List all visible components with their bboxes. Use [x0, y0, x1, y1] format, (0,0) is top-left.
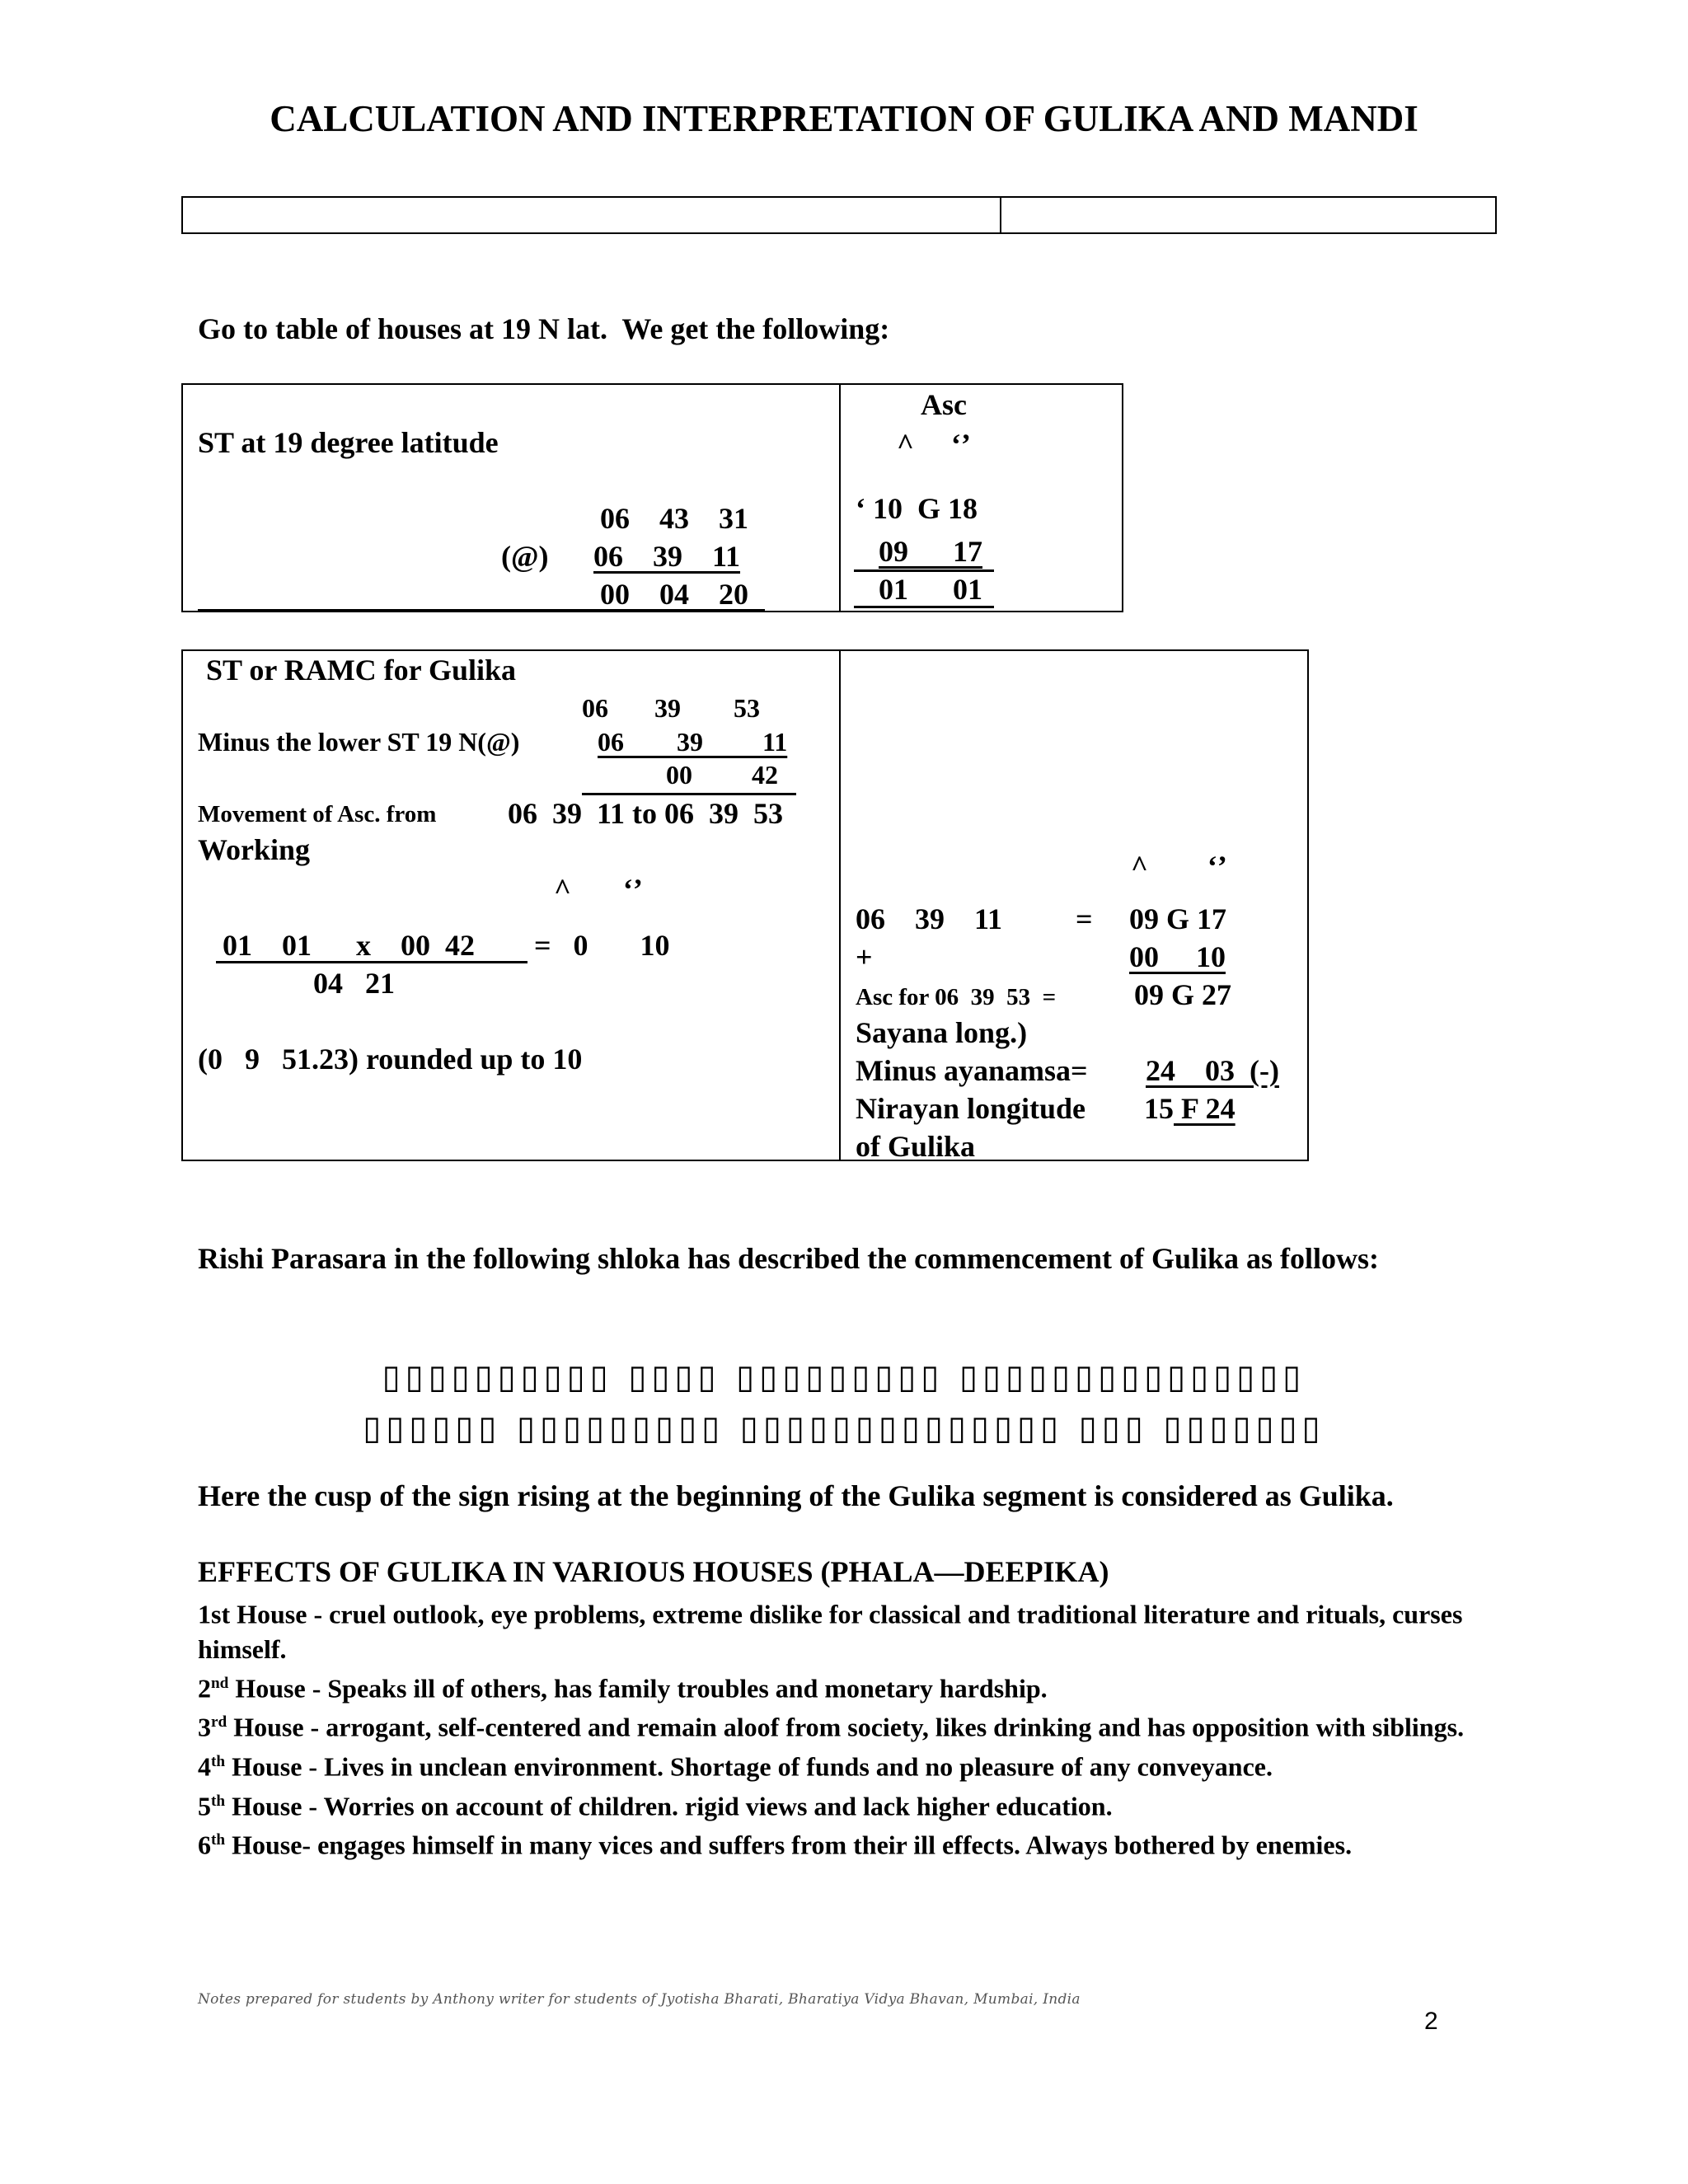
movement-values: 06 39 11 to 06 39 53: [508, 797, 784, 830]
asc-header: Asc: [921, 388, 967, 421]
working-label: Working: [198, 833, 311, 866]
ramc-values: 06 39 53: [582, 693, 760, 723]
asc-for-label: Asc for 06 39 53 =: [856, 984, 1057, 1010]
asc-row3-underline: [854, 606, 994, 608]
asc-for-val: 09 G 27: [1134, 978, 1232, 1011]
nirayan-val-a: 15: [1144, 1092, 1174, 1125]
asc-row1: ‘ 10 G 18: [856, 492, 978, 525]
right-plus-val: 00 10: [1129, 940, 1226, 973]
st-table-divider: [839, 383, 841, 612]
st-underline: [198, 609, 765, 612]
asc-units: ^ ‘’: [897, 428, 971, 461]
diff-values: 00 42: [666, 760, 778, 790]
nirayan-val-b: F 24: [1174, 1092, 1236, 1125]
calc-below: 04 21: [313, 967, 395, 1000]
page-title: CALCULATION AND INTERPRETATION OF GULIKA AND MANDI: [270, 98, 1418, 139]
calc-result: = 0 10: [534, 929, 670, 962]
house-item-2: 2nd House - Speaks ill of others, has family troubles and monetary hardship.: [198, 1673, 1048, 1704]
minus-label: Minus the lower ST 19 N(@): [198, 727, 520, 757]
sloka-line-1: ▯▯▯▯▯▯▯▯▯▯ ▯▯▯▯ ▯▯▯▯▯▯▯▯▯ ▯▯▯▯▯▯▯▯▯▯▯▯▯▯▯: [382, 1358, 1306, 1396]
nirayan-label: Nirayan longitude: [856, 1092, 1086, 1125]
nirayan-val: [1144, 1091, 1236, 1126]
house-item-3: 3rd House - arrogant, self-centered and remain aloof from society, likes drinking and has opposition with siblings.: [198, 1712, 1465, 1742]
sloka-line-2: ▯▯▯▯▯▯ ▯▯▯▯▯▯▯▯▯ ▯▯▯▯▯▯▯▯▯▯▯▯▯▯ ▯▯▯ ▯▯▯▯▯▯▯: [363, 1409, 1325, 1447]
calc-left: 01 01 x 00 42: [223, 929, 475, 962]
page-number: 2: [1424, 2008, 1438, 2035]
right-units: ^ ‘’: [1131, 850, 1227, 883]
shloka-intro: Rishi Parasara in the following shloka has described the commencement of Gulika as follows:: [198, 1242, 1380, 1275]
of-gulika: of Gulika: [856, 1130, 976, 1163]
right-row1-val: 09 G 17: [1129, 902, 1227, 935]
st-marker: (@): [501, 540, 549, 573]
house-item-1: 1st House - cruel outlook, eye problems, extreme dislike for classical and traditional literature and rituals, curses himself.: [198, 1599, 1463, 1664]
working-units: ^ ‘’: [554, 873, 643, 906]
effects-heading: EFFECTS OF GULIKA IN VARIOUS HOUSES (PHALA—DEEPIKA): [198, 1555, 1109, 1588]
ramc-heading: ST or RAMC for Gulika: [206, 654, 517, 687]
house-effects-list: [198, 1592, 1517, 1863]
table-divider: [1000, 196, 1001, 234]
diff-underline: [582, 793, 796, 795]
right-plus: +: [856, 940, 873, 973]
minus-ayanamsa-label: Minus ayanamsa=: [856, 1054, 1088, 1087]
movement-label: Movement of Asc. from: [198, 801, 437, 827]
st-row3: 00 04 20: [600, 578, 748, 611]
footer-note: Notes prepared for students by Anthony writer for students of Jyotisha Bharati, Bharatiya Vidya Bhavan, Mumbai, India: [198, 1991, 1081, 2008]
rounded-note: (0 9 51.23) rounded up to 10: [198, 1043, 583, 1076]
asc-row2: 09 17: [879, 535, 982, 568]
asc-row2-underline: [854, 569, 994, 572]
right-row1-eq: =: [1076, 902, 1093, 935]
empty-header-table: [181, 196, 1497, 234]
st-label: ST at 19 degree latitude: [198, 426, 499, 459]
sayana-label: Sayana long.): [856, 1016, 1028, 1049]
gulika-table-divider: [839, 649, 841, 1161]
house-item-4: 4th House - Lives in unclean environment. Shortage of funds and no pleasure of any conveyance.: [198, 1751, 1273, 1782]
house-item-6: 6th House- engages himself in many vices and suffers from their ill effects. Always bothered by enemies.: [198, 1830, 1353, 1860]
minus-ayanamsa-val: 24 03 (-): [1146, 1054, 1279, 1087]
st-row2: 06 39 11: [593, 540, 741, 573]
minus-values: 06 39 11: [598, 727, 788, 757]
house-item-5: 5th House - Worries on account of children. rigid views and lack higher education.: [198, 1791, 1113, 1821]
asc-row3: 01 01: [879, 573, 982, 606]
st-row1: 06 43 31: [600, 502, 748, 535]
calc-underline: [216, 961, 528, 963]
intro-text: Go to table of houses at 19 N lat. We get the following:: [198, 312, 890, 345]
cusp-paragraph: Here the cusp of the sign rising at the beginning of the Gulika segment is considered as Gulika.: [198, 1479, 1394, 1512]
right-row1-left: 06 39 11: [856, 902, 1003, 935]
